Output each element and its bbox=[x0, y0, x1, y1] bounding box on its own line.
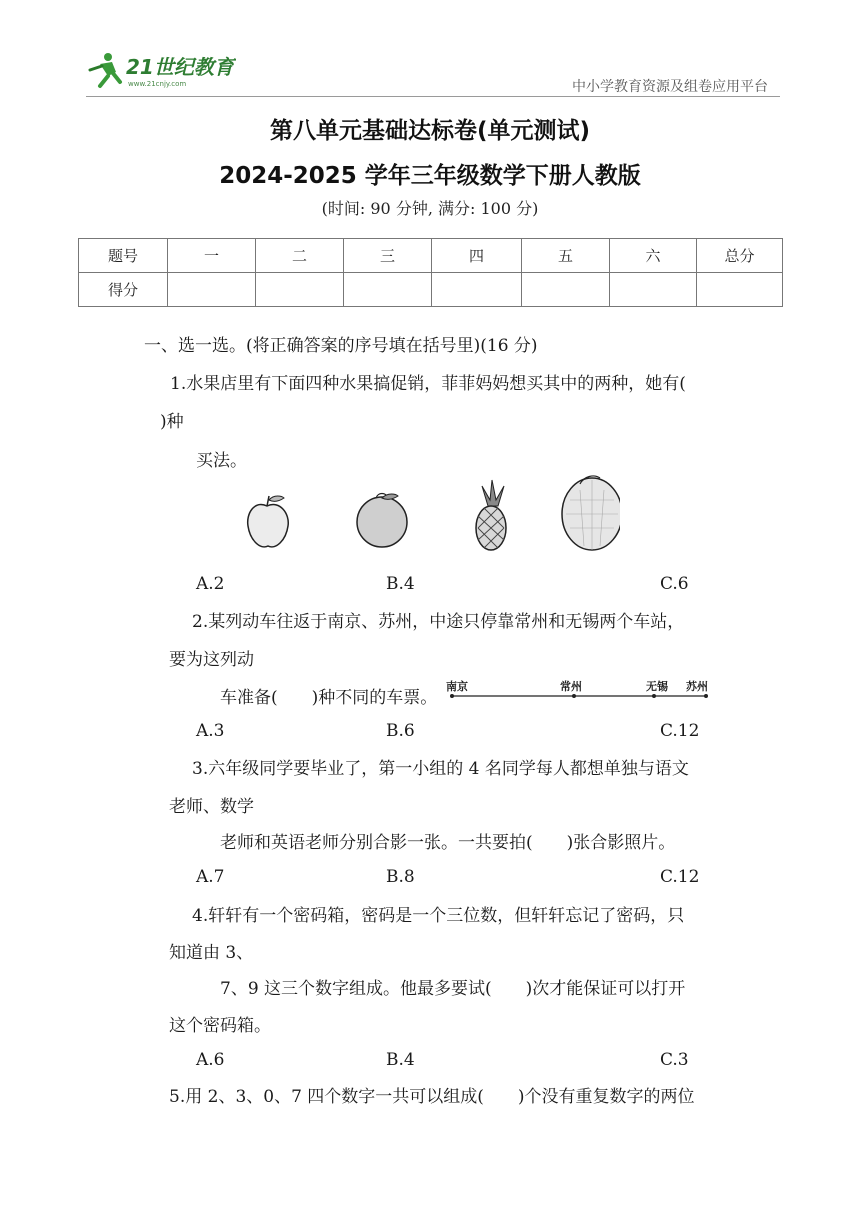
logo-graphic bbox=[86, 48, 236, 94]
section-heading: 一、选一选。(将正确答案的序号填在括号里)(16 分) bbox=[144, 336, 538, 356]
question-4-line-2: 知道由 3、 bbox=[169, 943, 254, 963]
option-a: A.2 bbox=[196, 574, 225, 594]
table-cell bbox=[610, 273, 697, 307]
fruit-illustration bbox=[240, 470, 620, 556]
table-cell: 总分 bbox=[697, 239, 783, 273]
exam-info: (时间: 90 分钟, 满分: 100 分) bbox=[321, 199, 539, 218]
score-table-header-row bbox=[79, 239, 783, 273]
question-2-line-1: 2.某列动车往返于南京、苏州，中途只停靠常州和无锡两个车站， bbox=[192, 612, 685, 632]
train-route-diagram bbox=[440, 676, 720, 702]
question-2-line-3: 车准备( )种不同的车票。 bbox=[220, 688, 438, 708]
score-table-score-row bbox=[79, 273, 783, 307]
header-divider bbox=[86, 96, 780, 97]
table-cell: 五 bbox=[522, 239, 610, 273]
logo-text: 21世纪教育 bbox=[126, 55, 234, 79]
table-cell bbox=[344, 273, 432, 307]
option-b: B.6 bbox=[386, 721, 415, 741]
question-3-line-2: 老师、数学 bbox=[169, 797, 254, 817]
table-cell: 一 bbox=[168, 239, 256, 273]
logo-url: www.21cnjy.com bbox=[128, 80, 187, 88]
option-c: C.6 bbox=[660, 574, 689, 594]
question-4-line-3: 7、9 这三个数字组成。他最多要试( )次才能保证可以打开 bbox=[220, 979, 686, 999]
header-tagline: 中小学教育资源及组卷应用平台 bbox=[572, 79, 768, 95]
table-cell: 题号 bbox=[79, 239, 168, 273]
station-label: 苏州 bbox=[686, 680, 708, 693]
pineapple-icon bbox=[476, 480, 506, 550]
site-logo bbox=[86, 48, 236, 94]
option-a: A.7 bbox=[196, 867, 225, 887]
page-subtitle-title: 2024-2025 学年三年级数学下册人教版 bbox=[219, 163, 641, 189]
question-5-line-1: 5.用 2、3、0、7 四个数字一共可以组成( )个没有重复数字的两位 bbox=[169, 1087, 695, 1107]
option-a: A.6 bbox=[196, 1050, 225, 1070]
option-c: C.12 bbox=[660, 867, 700, 887]
question-2-line-2: 要为这列动 bbox=[169, 650, 254, 670]
table-cell bbox=[522, 273, 610, 307]
station-dot bbox=[572, 694, 576, 698]
table-cell: 四 bbox=[432, 239, 522, 273]
question-4-line-4: 这个密码箱。 bbox=[169, 1016, 271, 1036]
page-title: 第八单元基础达标卷(单元测试) bbox=[269, 118, 591, 144]
question-3-line-3: 老师和英语老师分别合影一张。一共要拍( )张合影照片。 bbox=[220, 833, 676, 853]
table-cell: 六 bbox=[610, 239, 697, 273]
score-table bbox=[78, 238, 783, 307]
station-label: 常州 bbox=[560, 680, 582, 693]
station-dot bbox=[704, 694, 708, 698]
question-1-line-3: 买法。 bbox=[196, 451, 247, 471]
option-b: B.4 bbox=[386, 574, 415, 594]
station-label: 南京 bbox=[446, 680, 468, 693]
melon-icon bbox=[562, 476, 620, 550]
option-c: C.3 bbox=[660, 1050, 689, 1070]
station-label: 无锡 bbox=[646, 680, 668, 693]
table-cell: 三 bbox=[344, 239, 432, 273]
apple-icon bbox=[248, 496, 289, 547]
orange-icon bbox=[357, 494, 407, 548]
table-cell bbox=[168, 273, 256, 307]
question-1-line-2: )种 bbox=[160, 412, 184, 432]
option-b: B.4 bbox=[386, 1050, 415, 1070]
option-a: A.3 bbox=[196, 721, 225, 741]
table-cell bbox=[432, 273, 522, 307]
station-dot bbox=[450, 694, 454, 698]
runner-icon bbox=[90, 53, 120, 86]
option-b: B.8 bbox=[386, 867, 415, 887]
table-cell bbox=[697, 273, 783, 307]
question-3-line-1: 3.六年级同学要毕业了，第一小组的 4 名同学每人都想单独与语文 bbox=[192, 759, 689, 779]
table-cell: 二 bbox=[256, 239, 344, 273]
question-4-line-1: 4.轩轩有一个密码箱，密码是一个三位数，但轩轩忘记了密码，只 bbox=[192, 906, 685, 926]
option-c: C.12 bbox=[660, 721, 700, 741]
station-dot bbox=[652, 694, 656, 698]
table-cell bbox=[256, 273, 344, 307]
question-1-line-1: 1.水果店里有下面四种水果搞促销，菲菲妈妈想买其中的两种，她有( bbox=[170, 374, 686, 394]
table-cell: 得分 bbox=[79, 273, 168, 307]
